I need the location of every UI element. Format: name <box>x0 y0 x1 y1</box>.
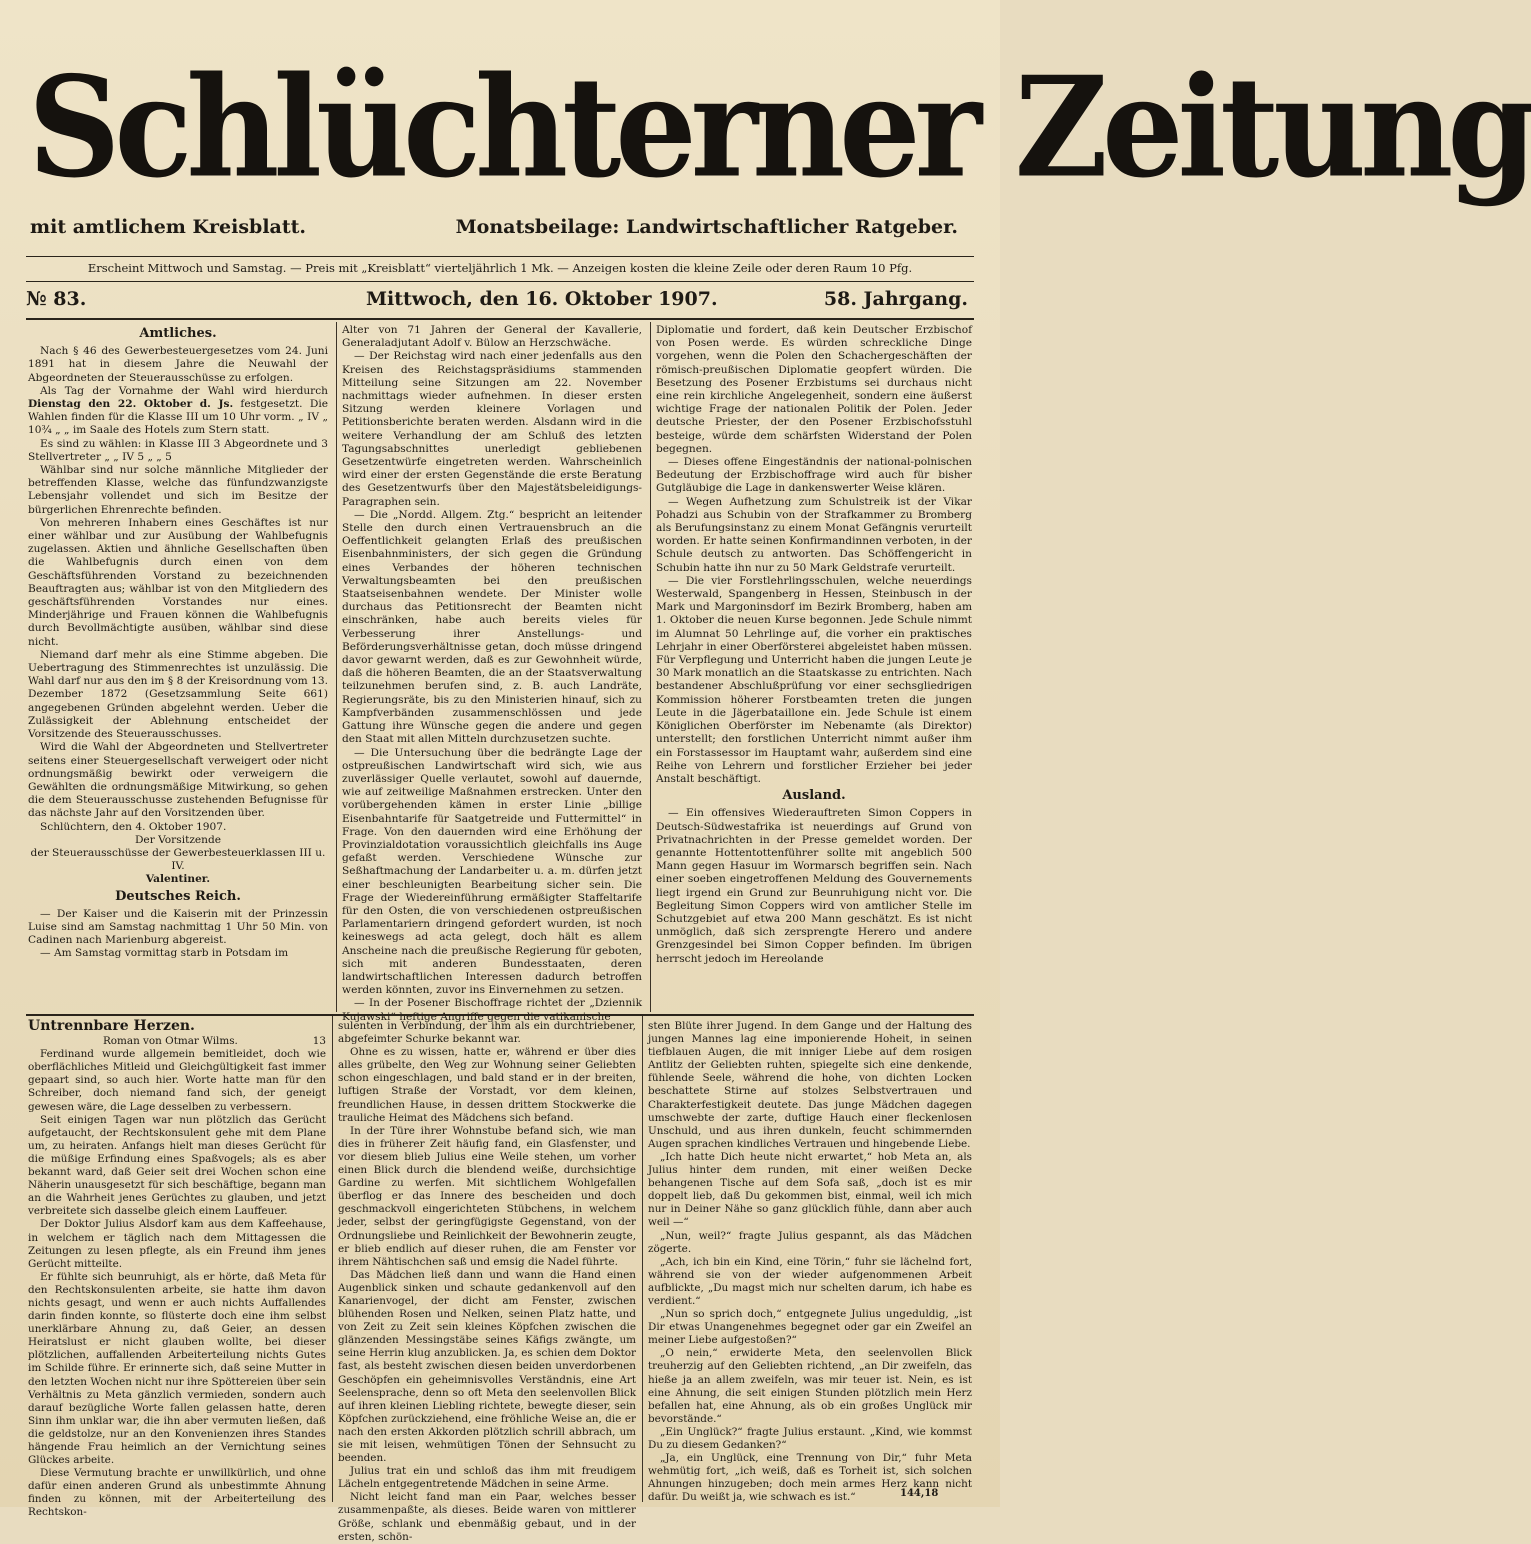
paragraph: sten Blüte ihrer Jugend. In dem Gange und der Haltung des jungen Mannes lag eine imponierende Hoheit, in seinen tiefblauen Augen, die mit inniger Liebe auf dem rosigen Antlitz der Geliebten ruhten, spiegelte sich eine denkende, fühlende Seele, während die hohe, von dichten Locken beschattete Stirne auf stolzes Selbstvertrauen und Charakterfestigkeit deutete. Das junge Mädchen dagegen umschwebte der zarte, duftige Hauch einer fleckenlosen Unschuld, und aus ihren dunkeln, feucht schimmernden Augen sprachen kindliches Vertrauen und hingebende Liebe. <box>648 1020 972 1150</box>
paragraph: Es sind zu wählen: in Klasse III 3 Abgeordnete und 3 Stellvertreter „ „ IV 5 „ „ 5 <box>28 437 328 463</box>
paragraph: Diese Vermutung brachte er unwillkürlich, und ohne dafür einen anderen Grund als unbestimmte Ahnung finden zu können, mit der Arbeiterteilung des Rechtskon- <box>28 1467 326 1519</box>
paragraph: Das Mädchen ließ dann und wann die Hand einen Augenblick sinken und schaute gedankenvoll auf den Kanarienvogel, der dicht am Fenster, zwischen blühenden Rosen und Nelken, seinen Platz hatte, und von Zeit zu Zeit sein kleines Köpfchen zwischen die glänzenden Messingstäbe seines Käfigs zwängte, um seine Herrin klug anzublicken. Ja, es schien dem Doktor fast, als besteht zwischen diesen beiden unverdorbenen Geschöpfen ein geheimnisvolles Verständnis, eine Art Seelensprache, denn so oft Meta den seelenvollen Blick auf ihren kleinen Liebling richtete, bewegte dieser, sein Köpfchen zurückziehend, eine fröhliche Weise an, die er nach den ersten Akkorden plötzlich schrill abbrach, um sie mit leisen, wehmütigen Tönen der Sehnsucht zu beenden. <box>338 1268 636 1465</box>
paragraph: „O nein,“ erwiderte Meta, den seelenvollen Blick treuherzig auf den Geliebten richtend, „an Dir zweifeln, das hieße ja an allem zweifeln, was mir teuer ist. Nein, es ist eine Ahnung, die seit einigen Stunden plötzlich mein Herz befallen hat, eine Ahnung, als ob ein großes Unglück mir bevorstände.“ <box>648 1347 972 1425</box>
rule-feuilleton <box>26 1014 974 1016</box>
page-mark: 144,18 <box>900 1488 939 1499</box>
paragraph: Niemand darf mehr als eine Stimme abgeben. Die Uebertragung des Stimmenrechtes ist unzulässig. Die Wahl darf nur aus den im § 8 der Kreisordnung vom 13. Dezember 1872 (Gesetzsammlung Seite 661) angegebenen Gründen abgelehnt werden. Ueber die Zulässigkeit der Ablehnung entscheidet der Vorsitzende des Steuerausschusses. <box>28 648 328 741</box>
paragraph <box>28 385 328 438</box>
novel-author: Roman von Otmar Wilms. <box>102 1035 238 1048</box>
paragraph: Er fühlte sich beunruhigt, als er hörte, daß Meta für den Rechtskonsulenten arbeite, sie hatte ihm davon nichts gesagt, und wenn er auch nichts Auffallendes darin finden konnte, so flüsterte doch eine ihm selbst unerklärbare Ahnung zu, daß Geier, an dessen Heiratslust er nicht glauben wollte, bei dieser plötzlichen, auffallenden Arbeiterteilung nichts Gutes im Schilde führe. Er erinnerte sich, daß seine Mutter in den letzten Wochen nicht nur ihre Spöttereien über sein Verhältnis zu Meta gänzlich vermieden, sondern auch darauf bezügliche Worte fallen gelassen hatte, deren Sinn ihm unklar war, die ihn aber vermuten ließen, daß die geldstolze, nur an den Konvenienzen ihres Standes hängende Frau heimlich an der Vernichtung seines Glückes arbeite. <box>28 1270 326 1467</box>
paragraph: „Ich hatte Dich heute nicht erwartet,“ hob Meta an, als Julius hinter dem runden, mit einer weißen Decke behangenen Tische auf dem Sofa saß, „doch ist es mir doppelt lieb, daß Du gekommen bist, einmal, weil ich mich nur in Deiner Nähe so ganz glücklich fühle, dann aber auch weil —“ <box>648 1150 972 1229</box>
heading-deutsches-reich: Deutsches Reich. <box>115 888 241 904</box>
feuilleton-column-2 <box>338 1020 636 1543</box>
column-divider <box>332 1016 333 1502</box>
rule-info-bottom <box>26 281 974 282</box>
masthead-title: Schlüchterner Zeitung <box>28 47 1531 209</box>
paragraph: „Nun so sprich doch,“ entgegnete Julius ungeduldig, „ist Dir etwas Unangenehmes begegnet oder gar ein Zweifel an meiner Liebe aufgestoßen?“ <box>648 1308 972 1347</box>
paragraph: Ohne es zu wissen, hatte er, während er über dies alles grübelte, den Weg zur Wohnung seiner Geliebten schon eingeschlagen, und bald stand er in der breiten, luftigen Straße der Vorstadt, vor dem kleinen, freundlichen Hause, in dessen drittem Stockwerke die trauliche Heimat des Mädchens sich befand. <box>338 1046 636 1124</box>
heading-ausland: Ausland. <box>782 788 846 804</box>
paragraph: sulenten in Verbindung, der ihm als ein durchtriebener, abgefeimter Schurke bekannt war. <box>338 1020 636 1046</box>
paragraph: — Dieses offene Eingeständnis der national-polnischen Bedeutung der Erzbischoffrage wird auch für bisher Gutgläubige die Lage in dankenswerter Weise klären. <box>656 456 972 495</box>
paragraph: — Wegen Aufhetzung zum Schulstreik ist der Vikar Pohadzi aus Schubin von der Strafkammer zu Bromberg als Berufungsinstanz zu einem Monat Gefängnis verurteilt worden. Er hatte seinen Konfirmandinnen verboten, in der Schule deutsch zu antworten. Das Schöffengericht in Schubin hatte ihn nur zu 50 Mark Geldstrafe verurteilt. <box>656 495 972 574</box>
paragraph: „Ein Unglück?“ fragte Julius erstaunt. „Kind, wie kommst Du zu diesem Gedanken?“ <box>648 1425 972 1451</box>
paragraph: Von mehreren Inhabern eines Geschäftes ist nur einer wählbar und zur Ausübung der Wahlbefugnis zugelassen. Aktien und ähnliche Gesellschaften üben die Wahlbefugnis durch einen von dem Geschäftsführenden Vorstand zu bezeichnenden Beauftragten aus; wählbar ist von den Mitgliedern des geschäftsführenden Vorstandes nur eines. Minderjährige und Frauen können die Wahlbefugnis durch Bevollmächtigte ausüben, wählbar sind diese nicht. <box>28 516 328 648</box>
column-divider <box>650 322 651 1012</box>
issue-number: № 83. <box>26 288 87 310</box>
masthead-subtitle-left: mit amtlichem Kreisblatt. <box>30 216 307 238</box>
paragraph: Wird die Wahl der Abgeordneten und Stellvertreter seitens einer Steuergesellschaft verweigert oder nicht ordnungsmäßig bewirkt oder verweigern die Gewählten die ordnungsmäßige Mitwirkung, so gehen die dem Steuerausschusse zustehenden Befugnisse für das nächste Jahr auf den Vorsitzenden über. <box>28 741 328 820</box>
masthead-subtitle-right: Monatsbeilage: Landwirtschaftlicher Ratgeber. <box>455 216 958 238</box>
paragraph: Nicht leicht fand man ein Paar, welches besser zusammenpaßte, als dieses. Beide waren von mittlerer Größe, schlank und ebenmäßig gebaut, und in der ersten, schön- <box>338 1491 636 1543</box>
paragraph: — Die „Nordd. Allgem. Ztg.“ bespricht an leitender Stelle den durch einen Vertrauensbruch an die Oeffentlichkeit gelangten Erlaß des preußischen Eisenbahnministers, der sich gegen die Gründung eines Verbandes der höheren technischen Verwaltungsbeamten bei den preußischen Staatseisenbahnen wendete. Der Minister wolle durchaus das Petitionsrecht der Beamten nicht einschränken, habe auch bereits vieles für Verbesserung ihrer Anstellungs- und Beförderungsverhältnisse getan, doch müsse dringend davor gewarnt werden, daß es zur Gewohnheit würde, daß die höheren Beamten, die an der Staatsverwaltung teilzunehmen berufen sind, z. B. auch Landräte, Regierungsräte, bis zu den Ministerien hinauf, sich zu Kampfverbänden zusammenschlössen und jede Gattung ihre Wünsche gegen die andere und gegen den Staat mit allen Mitteln durchzusetzen suchte. <box>342 508 642 746</box>
feuilleton-column-1 <box>28 1018 326 1519</box>
signature-name: Valentiner. <box>145 873 211 886</box>
paragraph: „Ach, ich bin ein Kind, eine Törin,“ fuhr sie lächelnd fort, während sie von der wieder aufgenommenen Arbeit aufblickte, „Du magst mich nur schelten darum, ich habe es verdient.“ <box>648 1255 972 1307</box>
text: festgesetzt. Die Wahlen finden für die Klasse III um 10 Uhr vorm. „ IV „ 10¾ „ „ im Saale des Hotels zum Stern statt. <box>28 398 328 437</box>
column-3 <box>656 324 972 1012</box>
paragraph: Alter von 71 Jahren der General der Kavallerie, Generaladjutant Adolf v. Bülow an Herzschwäche. <box>342 324 642 350</box>
paragraph: — In der Posener Bischoffrage richtet der „Dziennik Kujawski“ heftige Angriffe gegen die vatikanische <box>342 997 642 1023</box>
paragraph: Diplomatie und fordert, daß kein Deutscher Erzbischof von Posen werde. Es würden schreckliche Dinge vorgehen, wenn die Polen den Schachergeschäften der römisch-preußischen Diplomatie geopfert würden. Die Besetzung des Posener Erzbistums sei durchaus nicht eine rein kirchliche Angelegenheit, sondern eine äußerst wichtige Frage der nationalen Politik der Polen. Jeder deutsche Priester, der den Posener Erzbischofsstuhl besteige, würde dem schärfsten Widerstand der Polen begegnen. <box>656 324 972 455</box>
paragraph: „Nun, weil?“ fragte Julius gespannt, als das Mädchen zögerte. <box>648 1229 972 1255</box>
signature-line: der Steuerausschüsse der Gewerbesteuerklassen III u. IV. <box>30 846 326 873</box>
installment-number: 13 <box>312 1035 326 1048</box>
dateline <box>26 288 974 318</box>
paragraph: Julius trat ein und schloß das ihm mit freudigem Lächeln entgegentretende Mädchen in seine Arme. <box>338 1465 636 1491</box>
text: Als Tag der Vornahme der Wahl wird hierdurch <box>40 384 328 397</box>
novel-title: Untrennbare Herzen. <box>28 1018 195 1034</box>
paragraph: — Der Reichstag wird nach einer jedenfalls aus den Kreisen des Reichstagspräsidiums stammenden Mitteilung seine Sitzungen am 22. November nachmittags wieder aufnehmen. In dieser ersten Sitzung werden kleinere Vorlagen und Petitionsberichte beraten werden. Alsdann wird in die weitere Verhandlung der am Schluß des letzten Tagungsabschnittes unerledigt gebliebenen Gesetzentwürfe eingetreten werden. Wahrscheinlich wird einer der ersten Gegenstände die erste Beratung des Gesetzentwurfs über den Majestätsbeleidigungs-Paragraphen sein. <box>342 350 642 508</box>
column-divider <box>642 1016 643 1502</box>
rule-dateline-bottom <box>26 318 974 320</box>
paragraph: Der Doktor Julius Alsdorf kam aus dem Kaffeehause, in welchem er täglich nach dem Mittagessen die Zeitungen zu lesen pflegte, als ein Freund ihm jenes Gerücht mitteilte. <box>28 1218 326 1270</box>
paragraph: In der Türe ihrer Wohnstube befand sich, wie man dies in früherer Zeit häufig fand, ein Glasfenster, und vor diesem blieb Julius eine Weile stehen, um vorher einen Blick durch die blendend weiße, durchsichtige Gardine zu werfen. Mit sichtlichem Wohlgefallen überflog er das Innere des bescheiden und doch geschmackvoll eingerichteten Stübchens, in welchem jeder, selbst der geringfügigste Gegenstand, von der Ordnungsliebe und Reinlichkeit der Bewohnerin zeugte, er blieb endlich auf dieser ruhen, die am Fenster vor ihrem Nähtischchen saß und emsig die Nadel führte. <box>338 1124 636 1268</box>
column-1 <box>28 324 328 1012</box>
paragraph: „Ja, ein Unglück, eine Trennung von Dir,“ fuhr Meta wehmütig fort, „ich weiß, daß es Torheit ist, sich solchen Ahnungen hinzugeben; doch mein armes Herz kann nicht dafür. Du weißt ja, wie schwach es ist.“ <box>648 1452 972 1504</box>
bold-date: Dienstag den 22. Oktober d. Js. <box>28 398 234 411</box>
paragraph: — Am Samstag vormittag starb in Potsdam im <box>40 947 289 960</box>
issue-year: 58. Jahrgang. <box>823 288 968 310</box>
paragraph: — Der Kaiser und die Kaiserin mit der Prinzessin Luise sind am Samstag nachmittag 1 Uhr 50 Min. von Cadinen nach Marienburg abgereist. <box>28 907 328 947</box>
rule-top <box>26 256 974 257</box>
info-line: Erscheint Mittwoch und Samstag. — Preis mit „Kreisblatt“ vierteljährlich 1 Mk. — Anzeigen kosten die kleine Zeile oder deren Raum 10 Pfg. <box>87 261 913 275</box>
issue-date: Mittwoch, den 16. Oktober 1907. <box>366 288 718 310</box>
column-2 <box>342 324 642 1023</box>
heading-amtliches: Amtliches. <box>139 326 217 341</box>
paragraph: Ferdinand wurde allgemein bemitleidet, doch wie oberflächliches Mitleid und Gleichgültigkeit fast immer gepaart sind, so auch hier. Worte hatte man für den Schreiber, doch niemand fand sich, der geneigt gewesen wäre, die Lage desselben zu verbessern. <box>28 1048 326 1113</box>
paragraph: — Die vier Forstlehrlingsschulen, welche neuerdings Westerwald, Spangenberg in Hessen, Steinbusch in der Mark und Margoninsdorf im Bezirk Bromberg, haben am 1. Oktober die neuen Kurse begonnen. Jede Schule nimmt im Alumnat 50 Lehrlinge auf, die vorher ein praktisches Lehrjahr in einer Oberförsterei abgeleistet haben müssen. Für Verpflegung und Unterricht haben die jungen Leute je 30 Mark monatlich an die Staatskasse zu entrichten. Nach bestandener Abschlußprüfung vor einer sechsgliedrigen Kommission höherer Forstbeamten treten die jungen Leute in die Jägerbataillone ein. Jede Schule ist einem Königlichen Oberförster im Nebenamte (als Direktor) unterstellt; den forstlichen Unterricht nimmt außer ihm ein Forstassessor im Hauptamt wahr, außerdem sind eine Reihe von Lehrern und forstlicher Erzieher bei jeder Anstalt beschäftigt. <box>656 574 972 785</box>
paragraph: — Ein offensives Wiederauftreten Simon Coppers in Deutsch-Südwestafrika ist neuerdings auf Grund von Privatnachrichten in der Presse gemeldet worden. Der genannte Hottentottenführer sollte mit angeblich 500 Mann gegen Hasuur im Wormarsch begriffen sein. Nach einer soeben eingetroffenen Meldung des Gouvernements liegt irgend ein Grund zur Beunruhigung nicht vor. Die Begleitung Simon Coppers wird von amtlicher Stelle im Schutzgebiet auf etwa 200 Mann geschätzt. Es ist nicht unmöglich, daß sich zersprengte Herero und andere Grenzgesindel bei Simon Copper befinden. Im übrigen herrscht jedoch im Hereolande <box>656 807 972 965</box>
signature-date: Schlüchtern, den 4. Oktober 1907. <box>40 820 227 833</box>
paragraph: Seit einigen Tagen war nun plötzlich das Gerücht aufgetaucht, der Rechtskonsulent gehe mit dem Plane um, zu heiraten. Anfangs hielt man dieses Gerücht für die müßige Erfindung eines Spaßvogels; als es aber bekannt ward, daß Geier seit drei Wochen schon eine Näherin unausgesetzt für sich beschäftige, begann man an die Wahrheit jenes Gerüchtes zu glauben, und jetzt verbreitete sich dasselbe gleich einem Lauffeuer. <box>28 1113 326 1218</box>
paragraph: Nach § 46 des Gewerbesteuergesetzes vom 24. Juni 1891 hat in diesem Jahre die Neuwahl der Abgeordneten der Steuerausschüsse zu erfolgen. <box>28 345 328 384</box>
novel-byline <box>28 1035 326 1048</box>
signature-line: Der Vorsitzende <box>134 833 222 846</box>
paragraph: — Die Untersuchung über die bedrängte Lage der ostpreußischen Landwirtschaft wird sich, wie aus zuverlässiger Quelle verlautet, sowohl auf dauernde, wie auf zeitweilige Maßnahmen erstrecken. Unter den vorübergehenden kämen in erster Linie „billige Eisenbahntarife für Saatgetreide und Futtermittel“ in Frage. Von den dauernden wird eine Erhöhung der Provinzialdotation voraussichtlich gleichfalls ins Auge gefaßt werden. Verschiedene Wünsche zur Seßhaftmachung der Landarbeiter u. a. m. dürfen jetzt einer beschleunigten Bearbeitung sicher sein. Die Frage der Wiedereinführung ermäßigter Staffeltarife für den Osten, die von verschiedenen ostpreußischen Parlamentariern dringend gefordert wurden, ist noch keineswegs ad acta gelegt, doch hält es allem Anscheine nach die preußische Regierung für geboten, sich mit anderen Bundesstaaten, deren landwirtschaftlichen Interessen dadurch betroffen werden könnten, zuvor ins Einvernehmen zu setzen. <box>342 746 642 997</box>
column-divider <box>336 322 337 1012</box>
paragraph: Wählbar sind nur solche männliche Mitglieder der betreffenden Klasse, welche das fünfundzwanzigste Lebensjahr vollendet und sich im Besitze der bürgerlichen Ehrenrechte befinden. <box>28 464 328 516</box>
